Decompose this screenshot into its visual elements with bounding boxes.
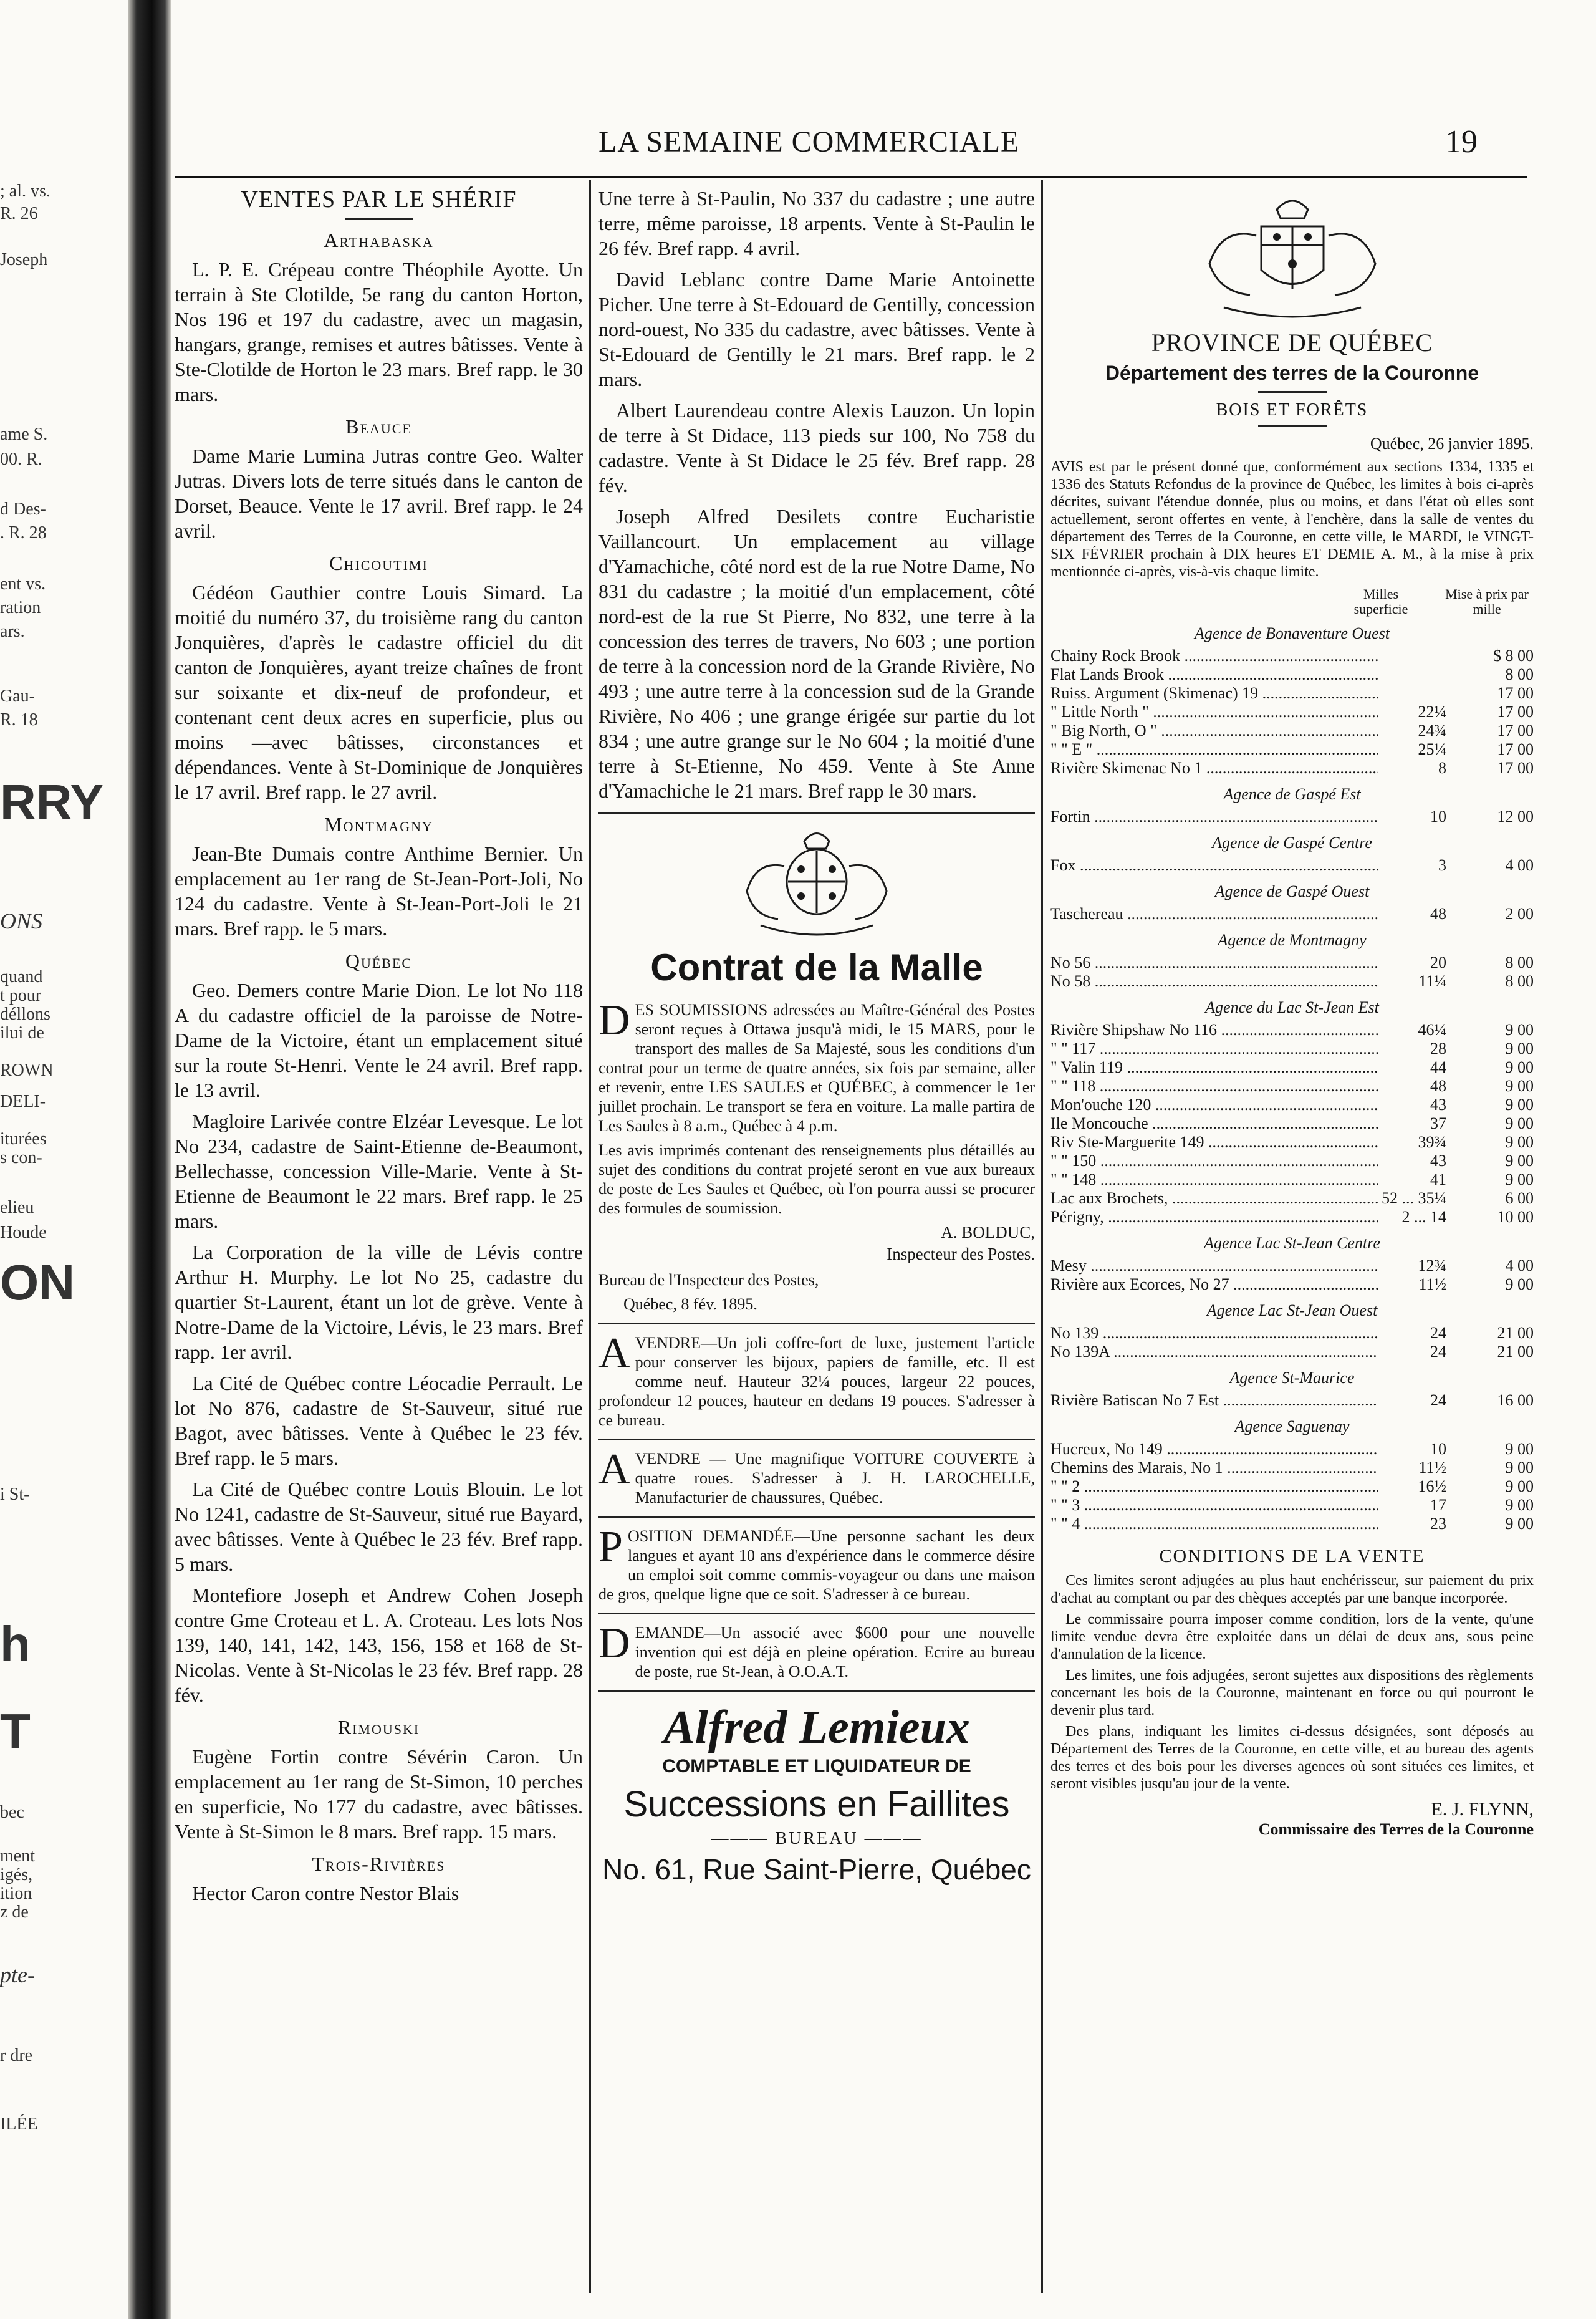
limit-area: 23 xyxy=(1430,1515,1446,1533)
classified-ad xyxy=(598,1619,1035,1681)
table-row xyxy=(1050,1152,1534,1170)
limit-area: 28 xyxy=(1430,1039,1446,1058)
gutter-fragment: bec xyxy=(0,1803,24,1822)
page-number: 19 xyxy=(1445,124,1478,160)
limit-area: 25¼ xyxy=(1418,740,1446,758)
sheriff-notice: Dame Marie Lumina Jutras contre Geo. Walter Jutras. Divers lots de terre situés dans le canton de Dorset, Beauce. Vente le 17 avril. Bref rapp. le 24 avril. xyxy=(175,445,583,542)
price-column-header: Mise à prix par mille xyxy=(1445,586,1529,617)
region-heading: Rimouski xyxy=(337,1716,420,1738)
gutter-fragment: déllons xyxy=(0,1005,50,1024)
limit-area: 43 xyxy=(1430,1096,1446,1114)
sheriff-notice: La Cité de Québec contre Léocadie Perrault. Le lot No 876, cadastre de St-Sauveur, situé rue Bagot, avec bâtisses. Vente à Québec le 23 fév. Bref rapp. le 5 mars. xyxy=(175,1372,583,1469)
sheriff-notice: Une terre à St-Paulin, No 337 du cadastre ; une autre terre, même paroisse, 18 arpents. Vente à St-Paulin le 26 fév. Bref rapp. 4 avril. xyxy=(598,187,1035,259)
limit-name: No 58 ..... xyxy=(1050,972,1378,991)
drop-cap: P xyxy=(598,1523,623,1571)
gutter-fragment: r dre xyxy=(0,2046,33,2065)
gutter-fragment: ent vs. xyxy=(0,574,46,594)
limit-name: Lac aux Brochets, ..... xyxy=(1050,1189,1378,1208)
limit-price: 8 00 xyxy=(1505,665,1534,683)
limit-area xyxy=(1378,684,1446,703)
advertiser-address: No. 61, Rue Saint-Pierre, Québec xyxy=(602,1853,1031,1886)
table-row xyxy=(1050,972,1534,991)
divider xyxy=(598,1690,1035,1692)
limit-name: " " E " ..... xyxy=(1050,740,1378,759)
table-row xyxy=(1050,1324,1534,1343)
limit-price: 9 00 xyxy=(1505,1058,1534,1076)
short-rule xyxy=(1258,391,1327,393)
gutter-fragment: ROWN xyxy=(0,1061,54,1080)
gutter-fragment: ment xyxy=(0,1846,35,1866)
limit-area: 12¾ xyxy=(1418,1256,1446,1275)
table-row xyxy=(1050,1440,1534,1458)
adjacent-page-fragments xyxy=(0,175,125,2295)
table-row xyxy=(1050,1133,1534,1152)
table-row xyxy=(1050,856,1534,875)
gutter-fragment: pte- xyxy=(0,1962,35,1987)
gutter-fragment: ration xyxy=(0,598,41,617)
header-rule xyxy=(175,176,1527,178)
limit-area: 46¼ xyxy=(1418,1021,1446,1039)
limit-name: " " 2 ..... xyxy=(1050,1477,1378,1496)
table-row xyxy=(1050,1496,1534,1515)
sheriff-notice: Montefiore Joseph et Andrew Cohen Joseph contre Gme Croteau et L. A. Croteau. Les lots Nos 139, 140, 141, 142, 143, 156, 158 et 168 de St-Nicolas. Vente à St-Nicolas le 23 fév. Bref rapp. 28 fév. xyxy=(175,1584,583,1706)
limit-price: 4 00 xyxy=(1505,1256,1534,1275)
limit-area: 44 xyxy=(1430,1058,1446,1076)
limit-price: 8 00 xyxy=(1505,953,1534,971)
agency-heading: Agence de Bonaventure Ouest xyxy=(1194,624,1390,642)
limit-area: 11½ xyxy=(1418,1275,1446,1293)
commissioner-title: Commissaire des Terres de la Couronne xyxy=(1258,1820,1534,1838)
limit-price: 17 00 xyxy=(1497,703,1534,721)
limit-price: 9 00 xyxy=(1505,1275,1534,1293)
limit-area: 22¼ xyxy=(1418,703,1446,721)
limit-price: 9 00 xyxy=(1505,1133,1534,1151)
limit-price: 21 00 xyxy=(1497,1343,1534,1361)
table-row xyxy=(1050,740,1534,759)
sheriff-notice: Albert Laurendeau contre Alexis Lauzon. Un lopin de terre à St Didace, 113 pieds sur 100, No 758 du cadastre. Vente à St Didace le 25 fév. Bref rapp. 28 fév. xyxy=(598,399,1035,496)
gutter-fragment: ; al. vs. xyxy=(0,181,50,201)
region-heading: Chicoutimi xyxy=(329,552,428,574)
table-row xyxy=(1050,1477,1534,1496)
table-row xyxy=(1050,1275,1534,1294)
table-row xyxy=(1050,1343,1534,1361)
table-row xyxy=(1050,1189,1534,1208)
table-row xyxy=(1050,1058,1534,1077)
limit-name: " " 3 ..... xyxy=(1050,1496,1378,1515)
agency-heading: Agence de Gaspé Ouest xyxy=(1214,882,1370,900)
limit-name: Chainy Rock Brook ..... xyxy=(1050,647,1378,665)
condition-paragraph: Des plans, indiquant les limites ci-dessus désignées, sont déposés au Département des Terres de la Couronne, en cette ville, et au bureau des agents des terres et des bois pour les diverses agences où sont situées ces limites, et seront visibles jusqu'au jour de la vente. xyxy=(1050,1724,1534,1792)
sheriff-sales-continued xyxy=(598,186,1035,803)
woods-forests-subtitle: BOIS ET FORÊTS xyxy=(1216,400,1368,420)
short-rule xyxy=(345,218,413,220)
gutter-fragment: h xyxy=(0,1616,31,1672)
table-row xyxy=(1050,1114,1534,1133)
mail-contract-body-2: Les avis imprimés contenant des renseignements plus détaillés au sujet des conditions du contrat projeté seront en vue aux bureaux de poste de Les Saules et Québec, où l'on pourra aussi se procurer des formules de soumission. xyxy=(598,1141,1035,1217)
divider xyxy=(598,1613,1035,1614)
divider xyxy=(598,1516,1035,1518)
condition-paragraph: Ces limites seront adjugées au plus haut enchérisseur, sur paiement du prix d'achat au comptant ou par des chèques acceptés par une banque incorporée. xyxy=(1050,1573,1534,1606)
limit-name: Ruiss. Argument (Skimenac) 19 ..... xyxy=(1050,684,1378,703)
agency-heading: Agence Saguenay xyxy=(1234,1417,1350,1435)
drop-cap: A xyxy=(598,1445,630,1493)
ad-text: VENDRE—Un joli coffre-fort de luxe, justement l'article pour conserver les bijoux, papiers de famille, etc. Il est comme neuf. Hauteur 32¼ pouces, largeur 22 pouces, profondeur 12 pouces, hauteur en dedans 19 pouces. S'adresser à ce bureau. xyxy=(598,1334,1035,1429)
limit-price: 9 00 xyxy=(1505,1021,1534,1039)
limit-area: 24¾ xyxy=(1418,721,1446,740)
sheriff-notice: La Cité de Québec contre Louis Blouin. Le lot No 1241, cadastre de St-Sauveur, situé rue Bayard, avec bâtisses. Vente à Québec le 23 fév. Bref rapp. 5 mars. xyxy=(175,1478,583,1575)
gutter-fragment: elieu xyxy=(0,1198,34,1217)
royal-coat-of-arms-icon xyxy=(723,822,910,941)
divider xyxy=(598,1439,1035,1440)
gutter-fragment: t pour xyxy=(0,986,42,1005)
limit-price: 12 00 xyxy=(1497,808,1534,826)
limit-name: " Big North, O " ..... xyxy=(1050,721,1378,740)
limit-area: 16½ xyxy=(1418,1477,1446,1495)
agency-heading: Agence St-Maurice xyxy=(1229,1369,1355,1387)
limit-price: 9 00 xyxy=(1505,1152,1534,1170)
limit-name: No 56 ..... xyxy=(1050,953,1378,972)
limit-area: 11¼ xyxy=(1418,972,1446,990)
limit-area: 10 xyxy=(1430,808,1446,826)
limit-name: No 139A ..... xyxy=(1050,1343,1378,1361)
table-row xyxy=(1050,1039,1534,1058)
sheriff-notice: David Leblanc contre Dame Marie Antoinette Picher. Une terre à St-Edouard de Gentilly, concession nord-ouest, No 335 du cadastre, avec bâtisses. Vente à St-Edouard de Gentilly le 21 mars. Bref rapp. le 2 mars. xyxy=(598,268,1035,390)
limit-area: 24 xyxy=(1430,1391,1446,1409)
table-row xyxy=(1050,1021,1534,1039)
condition-paragraph: Les limites, une fois adjugées, seront sujettes aux dispositions des règlements concernant les bois de la Couronne, maintenant en force ou qui pourront le devenir plus tard. xyxy=(1050,1667,1534,1719)
gutter-fragment: ilui de xyxy=(0,1023,44,1043)
limit-area: 2 ... 14 xyxy=(1401,1208,1446,1226)
table-row xyxy=(1050,905,1534,923)
limit-price: 9 00 xyxy=(1505,1515,1534,1533)
gutter-fragment: quand xyxy=(0,967,43,986)
sheriff-notice: Joseph Alfred Desilets contre Eucharistie Vaillancourt. Un emplacement au village d'Yamachiche, côté nord est de la rue Notre Dame, No 831 du cadastre ; la moitié d'un emplacement, côté nord-est de la rue St Pierre, No 832, une terre à la concession des terres de travers, No 603 ; une portion de terre à la concession nord de la Grande Rivière, No 493 ; une autre terre à la concession sud de la Grande Rivière, No 406 ; une grange érigée sur partie du lot 834 ; une autre grange sur le No 604 ; la moitié d'une terre à St-Etienne, No 459. Vente à Ste Anne d'Yamachiche le 21 mars. Bref rapp le 30 mars. xyxy=(598,505,1035,802)
limit-price: 9 00 xyxy=(1505,1440,1534,1458)
column-rule xyxy=(589,180,591,2293)
gutter-fragment: ars. xyxy=(0,622,25,641)
limit-name: " " 4 ..... xyxy=(1050,1515,1378,1533)
limit-price: 4 00 xyxy=(1505,856,1534,874)
gutter-fragment: RRY xyxy=(0,774,103,830)
classified-ads xyxy=(598,1323,1035,1681)
limit-price: 9 00 xyxy=(1505,1114,1534,1132)
limit-area: 52 ... 35¼ xyxy=(1382,1189,1446,1207)
sheriff-notice: Magloire Larivée contre Elzéar Levesque. Le lot No 234, cadastre de Saint-Etienne de-Beaumont, Bellechasse, concession Ville-Marie. Vente à St-Etienne de Beaumont le 22 mars. Bref rapp. le 25 mars. xyxy=(175,1110,583,1232)
gutter-fragment: ON xyxy=(0,1255,75,1310)
table-row xyxy=(1050,703,1534,721)
ad-text: VENDRE — Une magnifique VOITURE COUVERTE à quatre roues. S'adresser à J. H. LAROCHELLE, Manufacturier de chaussures, Québec. xyxy=(635,1450,1035,1507)
table-row xyxy=(1050,1170,1534,1189)
limit-name: " " 117 ..... xyxy=(1050,1039,1378,1058)
limit-name: Rivière Batiscan No 7 Est ..... xyxy=(1050,1391,1378,1410)
region-heading: Montmagny xyxy=(324,813,433,836)
table-row xyxy=(1050,1458,1534,1477)
limit-name: " " 150 ..... xyxy=(1050,1152,1378,1170)
classified-ad xyxy=(598,1445,1035,1507)
gutter-fragment: igés, xyxy=(0,1865,33,1884)
table-row xyxy=(1050,1096,1534,1114)
limit-name: Rivière Skimenac No 1 ..... xyxy=(1050,759,1378,778)
middle-column xyxy=(598,186,1035,2293)
conditions-title: CONDITIONS DE LA VENTE xyxy=(1159,1546,1425,1566)
table-row xyxy=(1050,684,1534,703)
drop-cap: D xyxy=(598,1619,630,1667)
limit-area: 37 xyxy=(1430,1114,1446,1132)
inspector-signature: A. BOLDUC, xyxy=(941,1223,1035,1241)
gutter-fragment: s con- xyxy=(0,1148,42,1167)
gutter-fragment: i St- xyxy=(0,1485,30,1504)
gutter-fragment: R. 18 xyxy=(0,710,38,730)
limit-name: Riv Ste-Marguerite 149 ..... xyxy=(1050,1133,1378,1152)
limit-area: 24 xyxy=(1430,1343,1446,1361)
inspector-title: Inspecteur des Postes. xyxy=(887,1245,1035,1263)
table-row xyxy=(1050,1256,1534,1275)
limit-area: 8 xyxy=(1438,759,1446,777)
gutter-fragment: Joseph xyxy=(0,250,48,269)
table-row xyxy=(1050,721,1534,740)
region-heading: Trois-Rivières xyxy=(312,1853,446,1875)
sheriff-sections xyxy=(175,229,583,1906)
agency-heading: Agence du Lac St-Jean Est xyxy=(1205,998,1379,1016)
table-row xyxy=(1050,953,1534,972)
agency-heading: Agence de Montmagny xyxy=(1218,931,1367,949)
table-row xyxy=(1050,759,1534,778)
limit-name: Mon'ouche 120 ..... xyxy=(1050,1096,1378,1114)
gutter-fragment: iturées xyxy=(0,1129,47,1149)
agency-heading: Agence Lac St-Jean Ouest xyxy=(1206,1301,1378,1319)
table-row xyxy=(1050,1391,1534,1410)
limit-price: $ 8 00 xyxy=(1493,647,1534,665)
crown-lands-column xyxy=(1050,186,1534,2293)
limit-name: No 139 ..... xyxy=(1050,1324,1378,1343)
gutter-fragment: d Des- xyxy=(0,499,46,519)
limit-price: 8 00 xyxy=(1505,972,1534,990)
advertiser-profession: COMPTABLE ET LIQUIDATEUR DE xyxy=(662,1756,971,1777)
gutter-fragment: 00. R. xyxy=(0,450,42,469)
limit-name: " " 118 ..... xyxy=(1050,1077,1378,1096)
limit-price: 17 00 xyxy=(1497,740,1534,758)
department-title: Département des terres de la Couronne xyxy=(1105,362,1479,384)
province-coat-of-arms-icon xyxy=(1180,192,1405,323)
limit-price: 9 00 xyxy=(1505,1039,1534,1058)
limit-price: 21 00 xyxy=(1497,1324,1534,1342)
commissioner-signature: E. J. FLYNN, xyxy=(1431,1799,1534,1820)
region-heading: Arthabaska xyxy=(324,229,434,251)
sheriff-notice: Geo. Demers contre Marie Dion. Le lot No 118 A du cadastre officiel de la paroisse de Notre-Dame de la Victoire, étant un emplacement situé sur la route St-Henri. Vente le 24 avril. Bref rapp. le 13 avril. xyxy=(175,979,583,1101)
gutter-fragment: DELI- xyxy=(0,1092,46,1111)
bureau-label: ——— BUREAU ——— xyxy=(711,1829,923,1848)
limit-price: 9 00 xyxy=(1505,1496,1534,1514)
province-title: PROVINCE DE QUÉBEC xyxy=(1151,329,1433,357)
classified-ad xyxy=(598,1523,1035,1604)
limit-name: Périgny, ..... xyxy=(1050,1208,1378,1227)
table-row xyxy=(1050,1515,1534,1533)
limit-price: 6 00 xyxy=(1505,1189,1534,1207)
limit-price: 2 00 xyxy=(1505,905,1534,923)
limit-area: 39¾ xyxy=(1418,1133,1446,1151)
limit-name: " Valin 119 ..... xyxy=(1050,1058,1378,1077)
gutter-fragment: ame S. xyxy=(0,425,48,444)
table-header xyxy=(1050,587,1534,617)
limit-name: Taschereau ..... xyxy=(1050,905,1378,923)
agency-heading: Agence de Gaspé Est xyxy=(1223,785,1361,803)
limit-area: 17 xyxy=(1430,1496,1446,1514)
limit-price: 17 00 xyxy=(1497,759,1534,777)
timber-sale-notice: AVIS est par le présent donné que, conformément aux sections 1334, 1335 et 1336 des Statuts Refondus de la province de Québec, les limites à bois ci-après décrites, suivant l'étendue donnée, plus ou moins, et dans l'état où elles sont actuellement, seront offertes en vente, à l'enchère, dans la salle de ventes du département des Terres de la Couronne, en cette ville, le MARDI, le VINGT-SIX FÉVRIER prochain à DIX heures ET DEMIE A. M., à la mise à prix mentionnée ci-après, vis-à-vis chaque limite. xyxy=(1050,459,1534,580)
limit-name: Ile Moncouche ..... xyxy=(1050,1114,1378,1133)
limit-area: 24 xyxy=(1430,1324,1446,1342)
sheriff-notice: La Corporation de la ville de Lévis contre Arthur H. Murphy. Le lot No 25, cadastre du quartier St-Laurent, étant un lot de grève. Vente à Notre-Dame de la Victoire, Lévis, le 23 mars. Bref rapp. 1er avril. xyxy=(175,1241,583,1363)
drop-cap: A xyxy=(598,1329,630,1377)
ad-text: OSITION DEMANDÉE—Une personne sachant les deux langues et ayant 10 ans d'expérience dans le commerce désire un emploi soit comme commis-voyageur ou dans une maison de gros, quelque ligne que ce soit. S'adresser à ce bureau. xyxy=(598,1527,1035,1603)
sheriff-notice: Eugène Fortin contre Sévérin Caron. Un emplacement au 1er rang de St-Simon, 10 perches en superficie, No 177 du cadastre, avec bâtisses. Vente à St-Simon le 8 mars. Bref rapp. 15 mars. xyxy=(175,1745,583,1843)
limit-area xyxy=(1378,647,1446,665)
divider xyxy=(598,812,1035,814)
timber-limits-table xyxy=(1050,624,1534,1533)
section-title: VENTES PAR LE SHÉRIF xyxy=(241,186,517,213)
gutter-fragment: z de xyxy=(0,1902,29,1922)
column-rule xyxy=(1041,180,1043,2293)
table-row xyxy=(1050,808,1534,826)
limit-price: 16 00 xyxy=(1497,1391,1534,1409)
limit-price: 9 00 xyxy=(1505,1096,1534,1114)
limit-name: Flat Lands Brook ..... xyxy=(1050,665,1378,684)
limit-name: Chemins des Marais, No 1 ..... xyxy=(1050,1458,1378,1477)
limit-area: 41 xyxy=(1430,1170,1446,1188)
advertiser-name: Alfred Lemieux xyxy=(663,1701,970,1753)
limit-name: " " 148 ..... xyxy=(1050,1170,1378,1189)
limit-name: Fortin ..... xyxy=(1050,808,1378,826)
gutter-fragment: Houde xyxy=(0,1223,47,1242)
table-row xyxy=(1050,665,1534,684)
gutter-fragment: ition xyxy=(0,1884,32,1903)
divider xyxy=(598,1323,1035,1324)
sheriff-sales-column xyxy=(175,186,583,2293)
gutter-fragment: ILÉE xyxy=(0,2114,38,2134)
condition-paragraph: Le commissaire pourra imposer comme condition, lors de la vente, qu'une limite vendue devra être exploitée dans un délai de deux ans, sous peine d'annulation de la licence. xyxy=(1050,1611,1534,1662)
limit-price: 9 00 xyxy=(1505,1170,1534,1188)
gutter-fragment: Gau- xyxy=(0,687,35,706)
limit-area: 3 xyxy=(1438,856,1446,874)
limit-area: 10 xyxy=(1430,1440,1446,1458)
limit-price: 17 00 xyxy=(1497,721,1534,740)
gutter-fragment: T xyxy=(0,1704,31,1759)
advertiser-specialty: Successions en Faillites xyxy=(623,1784,1010,1825)
classified-ad xyxy=(598,1329,1035,1430)
limit-price: 9 00 xyxy=(1505,1458,1534,1477)
sheriff-notice: Hector Caron contre Nestor Blais xyxy=(192,1882,459,1904)
limit-area xyxy=(1378,665,1446,684)
gutter-fragment: R. 26 xyxy=(0,204,38,223)
limit-area: 43 xyxy=(1430,1152,1446,1170)
limit-price: 10 00 xyxy=(1497,1208,1534,1226)
running-title: LA SEMAINE COMMERCIALE xyxy=(598,125,1020,158)
mail-contract-title: Contrat de la Malle xyxy=(650,947,983,988)
limit-price: 17 00 xyxy=(1497,684,1534,702)
drop-cap: D xyxy=(598,996,630,1044)
table-row xyxy=(1050,1077,1534,1096)
agency-heading: Agence de Gaspé Centre xyxy=(1212,834,1372,852)
sheriff-notice: Gédéon Gauthier contre Louis Simard. La moitié du numéro 37, du troisième rang du canton Jonquières, d'après le cadastre officiel du dit canton de Jonquières, ayant treize chaînes de front sur soixante et dix-neuf de profondeur, et contenant cent deux acres en superficie, plus ou moins —avec bâtisses, circonstances et dépendances. Vente à St-Dominique de Jonquières le 17 avril. Bref rapp. le 27 avril. xyxy=(175,581,583,803)
limit-name: Fox ..... xyxy=(1050,856,1378,875)
limit-price: 9 00 xyxy=(1505,1077,1534,1095)
limit-area: 48 xyxy=(1430,905,1446,923)
region-heading: Beauce xyxy=(345,415,412,438)
region-heading: Québec xyxy=(345,950,413,972)
mail-contract-body: DES SOUMISSIONS adressées au Maître-Général des Postes seront reçues à Ottawa jusqu'à midi, le 15 MARS, pour le transport des malles de Sa Majesté, sous les conditions d'un contrat pour un terme de quatre années, six fois par semaine, aller et revenir, entre LES SAULES et QUÉBEC, à commencer le 1er juillet prochain. Le transport se fera en voiture. La malle partira de Les Saules à 8 a.m., Québec à 4 p.m. xyxy=(598,996,1035,1135)
limit-area: 48 xyxy=(1430,1077,1446,1095)
agency-heading: Agence Lac St-Jean Centre xyxy=(1204,1234,1380,1252)
limit-name: " Little North " ..... xyxy=(1050,703,1378,721)
area-column-header: Milles superficie xyxy=(1353,586,1408,617)
conditions-list xyxy=(1050,1572,1534,1793)
mail-contract-date: Québec, 8 fév. 1895. xyxy=(623,1295,757,1313)
limit-price: 9 00 xyxy=(1505,1477,1534,1495)
inspector-office: Bureau de l'Inspecteur des Postes, xyxy=(598,1271,819,1289)
limit-area: 11½ xyxy=(1418,1458,1446,1477)
ad-text: EMANDE—Un associé avec $600 pour une nouvelle invention qui est déjà en pleine opération. Ecrire au bureau de poste, rue St-Jean, à O.O.A.T. xyxy=(635,1624,1035,1680)
page-binding-shadow xyxy=(128,0,171,2319)
gutter-fragment: . R. 28 xyxy=(0,523,47,542)
sheriff-notice: L. P. E. Crépeau contre Théophile Ayotte. Un terrain à Ste Clotilde, 5e rang du canton Horton, Nos 196 et 197 du cadastre, avec un magasin, hangars, grange, remises et autres bâtisses. Vente à Ste-Clotilde de Horton le 23 mars. Bref rapp. le 30 mars. xyxy=(175,258,583,405)
short-rule xyxy=(1258,425,1327,427)
table-row xyxy=(1050,647,1534,665)
sheriff-notice: Jean-Bte Dumais contre Anthime Bernier. Un emplacement au 1er rang de St-Jean-Port-Joli, No 124 du cadastre. Vente à St-Jean-Port-Joli le 21 mars. Bref rapp. le 5 mars. xyxy=(175,842,583,940)
table-row xyxy=(1050,1208,1534,1227)
limit-name: Hucreux, No 149 ..... xyxy=(1050,1440,1378,1458)
limit-name: Rivière Shipshaw No 116 ..... xyxy=(1050,1021,1378,1039)
gutter-fragment: ONS xyxy=(0,909,43,933)
limit-name: Mesy ..... xyxy=(1050,1256,1378,1275)
limit-name: Rivière aux Ecorces, No 27 ..... xyxy=(1050,1275,1378,1294)
notice-date: Québec, 26 janvier 1895. xyxy=(1370,435,1534,453)
limit-area: 20 xyxy=(1430,953,1446,971)
